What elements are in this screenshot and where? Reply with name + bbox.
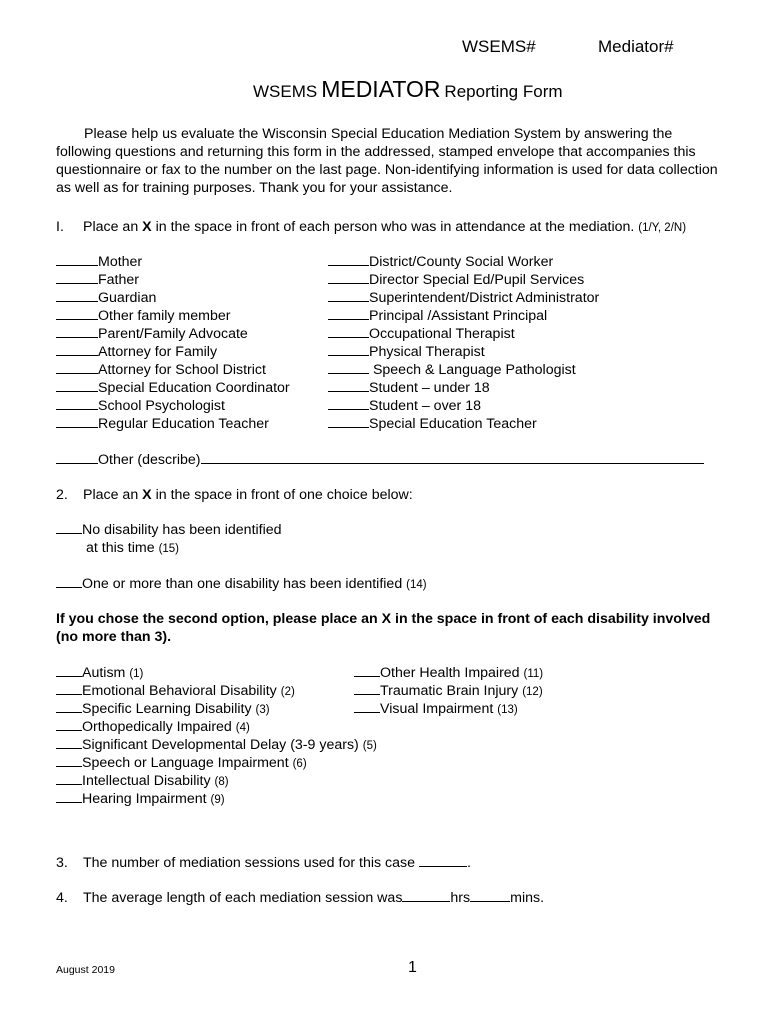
other-describe-input[interactable]	[201, 451, 704, 464]
question-4-text	[83, 889, 544, 907]
question-2-text	[83, 486, 413, 504]
attendee-option[interactable]	[56, 343, 217, 361]
instruction-line-1: If you chose the second option, please place an X in the space in front of each disability involved	[56, 611, 711, 627]
q2-text-b: in the space in front of one choice below:	[155, 487, 413, 503]
attendee-option[interactable]	[56, 271, 139, 289]
attendee-checkbox[interactable]	[56, 307, 98, 320]
instruction-line-2: (no more than 3).	[56, 629, 172, 645]
attendee-label: Mother	[98, 254, 143, 270]
disability-code: (1)	[129, 668, 144, 680]
attendee-option[interactable]	[328, 271, 584, 289]
attendee-option[interactable]	[56, 379, 290, 397]
attendee-checkbox[interactable]	[56, 343, 98, 356]
intro-line-4: as well as for training purposes. Thank you for your assistance.	[56, 180, 453, 196]
other-describe-row[interactable]	[56, 451, 704, 469]
attendee-label: Father	[98, 272, 140, 288]
attendee-label: Student – over 18	[369, 398, 482, 414]
disability-option[interactable]	[354, 700, 518, 719]
attendee-option[interactable]	[328, 325, 515, 343]
question-4-number: 4.	[56, 890, 68, 906]
disability-code: (13)	[497, 704, 518, 716]
attendee-checkbox[interactable]	[328, 343, 369, 356]
attendee-label: Regular Education Teacher	[98, 416, 269, 432]
no-disability-label: No disability has been identified	[82, 522, 282, 538]
attendee-option[interactable]	[328, 307, 547, 325]
disability-identified-checkbox[interactable]	[56, 575, 82, 588]
attendee-label: Special Education Coordinator	[98, 380, 290, 396]
disability-label: Autism	[82, 665, 126, 681]
attendee-option[interactable]	[328, 397, 481, 415]
disability-checkbox[interactable]	[354, 700, 380, 713]
attendee-option[interactable]	[328, 253, 553, 271]
title-prefix: WSEMS	[253, 82, 318, 101]
disability-code: (12)	[522, 686, 543, 698]
question-1-number: I.	[56, 219, 64, 235]
attendee-checkbox[interactable]	[56, 361, 98, 374]
title-main: MEDIATOR	[321, 76, 441, 102]
disability-option[interactable]	[56, 682, 295, 701]
attendee-label: Superintendent/District Administrator	[369, 290, 600, 306]
attendee-label: Student – under 18	[369, 380, 490, 396]
attendee-checkbox[interactable]	[56, 289, 98, 302]
disability-checkbox[interactable]	[56, 736, 82, 749]
disability-option[interactable]	[56, 718, 250, 737]
attendee-option[interactable]	[328, 343, 485, 361]
attendee-label: Attorney for Family	[98, 344, 218, 360]
attendee-checkbox[interactable]	[328, 379, 369, 392]
attendee-label: Occupational Therapist	[369, 326, 515, 342]
disability-option[interactable]	[56, 736, 377, 755]
question-3-number: 3.	[56, 855, 68, 871]
disability-code: (4)	[235, 722, 250, 734]
attendee-checkbox[interactable]	[56, 271, 98, 284]
disability-code: (8)	[214, 776, 229, 788]
sessions-count-input[interactable]	[419, 854, 467, 867]
attendee-checkbox[interactable]	[56, 325, 98, 338]
disability-label: Traumatic Brain Injury	[380, 683, 519, 699]
disability-option[interactable]	[56, 754, 307, 773]
attendee-label: Other family member	[98, 308, 231, 324]
disability-code: (6)	[292, 758, 307, 770]
disability-checkbox[interactable]	[56, 682, 82, 695]
no-disability-option[interactable]	[56, 521, 282, 539]
disability-label: Specific Learning Disability	[82, 701, 252, 717]
question-1-text	[83, 218, 686, 237]
disability-option[interactable]	[56, 772, 229, 791]
page-title	[253, 76, 563, 102]
intro-line-2: following questions and returning this form in the addressed, stamped envelope that accompanies this	[56, 144, 696, 160]
disability-label: Visual Impairment	[380, 701, 494, 717]
other-describe-label: Other (describe)	[98, 452, 201, 468]
attendee-checkbox[interactable]	[56, 379, 98, 392]
attendee-option[interactable]	[56, 325, 248, 343]
no-disability-checkbox[interactable]	[56, 521, 82, 534]
disability-checkbox[interactable]	[354, 664, 380, 677]
disability-code: (2)	[280, 686, 295, 698]
disability-code: (11)	[523, 668, 544, 680]
wsems-number-label: WSEMS#	[462, 37, 536, 56]
disability-checkbox[interactable]	[56, 664, 82, 677]
q1-x-mark: X	[142, 219, 152, 235]
attendee-option[interactable]	[56, 361, 266, 379]
disability-checkbox[interactable]	[56, 700, 82, 713]
attendee-checkbox[interactable]	[328, 325, 369, 338]
intro-line-3: questionnaire or fax to the number on the last page. Non-identifying information is used for data collection	[56, 162, 718, 178]
disability-code: (9)	[210, 794, 225, 806]
attendee-checkbox[interactable]	[328, 253, 369, 266]
title-suffix: Reporting Form	[444, 82, 563, 101]
attendee-label: Speech & Language Pathologist	[369, 362, 576, 378]
intro-line-1: Please help us evaluate the Wisconsin Special Education Mediation System by answering the	[84, 126, 673, 142]
disability-option[interactable]	[56, 700, 270, 719]
other-describe-checkbox[interactable]	[56, 451, 98, 464]
disability-checkbox[interactable]	[354, 682, 380, 695]
attendee-checkbox[interactable]	[56, 415, 98, 428]
attendee-option[interactable]	[56, 415, 269, 433]
attendee-label: Parent/Family Advocate	[98, 326, 248, 342]
hours-label: hrs	[450, 890, 471, 906]
attendee-option[interactable]	[56, 289, 156, 307]
disability-checkbox[interactable]	[56, 790, 82, 803]
footer-date: August 2019	[56, 964, 115, 976]
disability-identified-label: One or more than one disability has been identified	[82, 576, 403, 592]
disability-checkbox[interactable]	[56, 718, 82, 731]
disability-code: (5)	[362, 740, 377, 752]
q1-text-a: Place an	[83, 219, 139, 235]
minutes-label: mins.	[510, 890, 545, 906]
attendee-checkbox[interactable]	[328, 361, 369, 374]
disability-label: Speech or Language Impairment	[82, 755, 289, 771]
no-disability-label-line-2	[86, 539, 179, 558]
attendee-label: Attorney for School District	[98, 362, 266, 378]
disability-option[interactable]	[354, 664, 543, 683]
attendee-checkbox[interactable]	[328, 307, 369, 320]
mediator-number-label: Mediator#	[598, 37, 674, 56]
q3-text: The number of mediation sessions used for this case	[83, 855, 415, 871]
no-disability-code: (15)	[158, 543, 180, 555]
attendee-checkbox[interactable]	[328, 289, 369, 302]
disability-label: Orthopedically Impaired	[82, 719, 232, 735]
attendee-label: District/County Social Worker	[369, 254, 554, 270]
attendee-option[interactable]	[328, 415, 537, 433]
disability-option[interactable]	[56, 790, 225, 809]
disability-checkbox[interactable]	[56, 754, 82, 767]
q4-text: The average length of each mediation session was	[83, 890, 403, 906]
disability-code: (3)	[255, 704, 270, 716]
attendee-checkbox[interactable]	[56, 253, 98, 266]
attendee-checkbox[interactable]	[328, 397, 369, 410]
attendee-checkbox[interactable]	[328, 271, 369, 284]
attendee-label: School Psychologist	[98, 398, 225, 414]
q2-x-mark: X	[142, 487, 152, 503]
attendee-label: Guardian	[98, 290, 157, 306]
q1-text-b: in the space in front of each person who was in attendance at the mediation.	[155, 219, 635, 235]
attendee-option[interactable]	[56, 253, 142, 271]
attendee-label: Special Education Teacher	[369, 416, 537, 432]
q1-code: (1/Y, 2/N)	[638, 222, 687, 234]
question-2-number: 2.	[56, 487, 68, 503]
minutes-input[interactable]	[470, 889, 510, 902]
disability-label: Hearing Impairment	[82, 791, 207, 807]
attendee-option[interactable]	[56, 307, 230, 325]
disability-label: Significant Developmental Delay (3-9 years)	[82, 737, 359, 753]
attendee-option[interactable]	[56, 397, 225, 415]
attendee-label: Physical Therapist	[369, 344, 485, 360]
disability-label: Other Health Impaired	[380, 665, 520, 681]
attendee-option[interactable]	[328, 361, 576, 379]
disability-option[interactable]	[56, 664, 143, 683]
no-disability-label-cont: at this time	[86, 540, 155, 556]
attendee-checkbox[interactable]	[328, 415, 369, 428]
page-number: 1	[408, 959, 417, 976]
disability-identified-code: (14)	[406, 579, 427, 591]
hours-input[interactable]	[402, 889, 450, 902]
q2-text-a: Place an	[83, 487, 139, 503]
attendee-label: Director Special Ed/Pupil Services	[369, 272, 585, 288]
disability-option[interactable]	[354, 682, 543, 701]
attendee-label: Principal /Assistant Principal	[369, 308, 548, 324]
attendee-checkbox[interactable]	[56, 397, 98, 410]
disability-label: Emotional Behavioral Disability	[82, 683, 277, 699]
disability-identified-option[interactable]	[56, 575, 427, 594]
attendee-option[interactable]	[328, 379, 490, 397]
disability-checkbox[interactable]	[56, 772, 82, 785]
disability-label: Intellectual Disability	[82, 773, 211, 789]
question-3-text	[83, 854, 471, 872]
q3-end: .	[466, 855, 471, 871]
attendee-option[interactable]	[328, 289, 599, 307]
